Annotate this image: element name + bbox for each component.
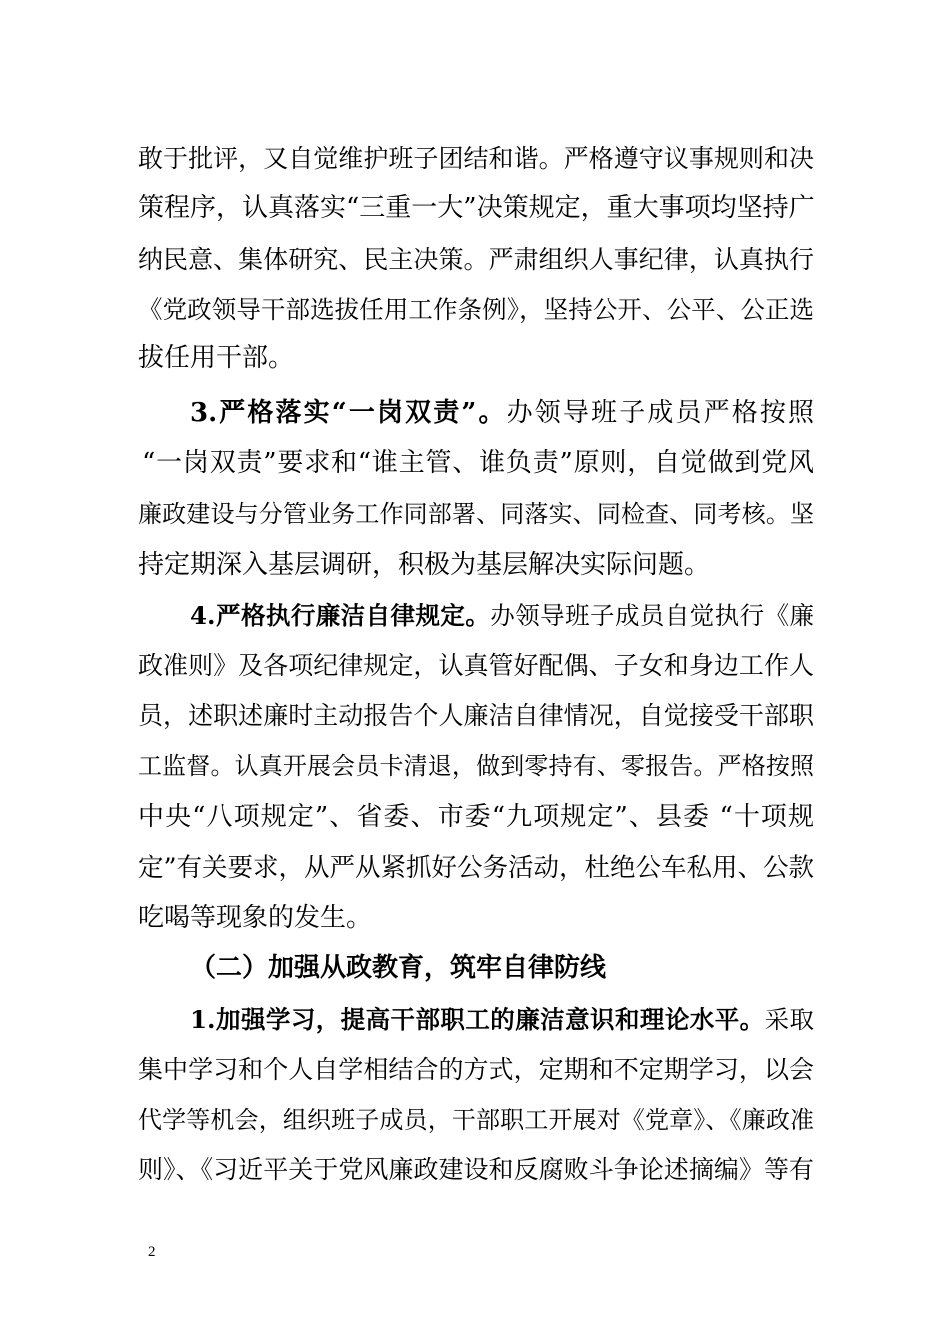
body-line: 《党政领导干部选拔任用工作条例》，坚持公开、公平、公正选 <box>138 295 814 324</box>
body-line: 纳民意、集体研究、民主决策。严肃组织人事纪律，认真执行 <box>138 245 814 274</box>
body-line: 拔任用干部。 <box>138 343 295 373</box>
body-line: 策程序，认真落实“三重一大”决策规定，重大事项均坚持广 <box>138 193 815 223</box>
body-line: 代学等机会，组织班子成员，干部职工开展对《党章》、《廉政准 <box>138 1106 814 1134</box>
numbered-item-heading: 4.严格执行廉洁自律规定。办领导班子成员自觉执行《廉 <box>190 601 815 630</box>
body-line: 集中学习和个人自学相结合的方式，定期和不定期学习，以会 <box>138 1055 814 1084</box>
body-line: 工监督。认真开展会员卡清退，做到零持有、零报告。严格按照 <box>138 752 814 780</box>
body-line: 敢于批评，又自觉维护班子团结和谐。严格遵守议事规则和决 <box>138 144 814 173</box>
numbered-item-heading: 1.加强学习，提高干部职工的廉洁意识和理论水平。采取 <box>190 1005 814 1034</box>
body-line: 员，述职述廉时主动报告个人廉洁自律情况，自觉接受干部职 <box>138 701 814 730</box>
body-line: 吃喝等现象的发生。 <box>138 903 373 933</box>
numbered-item-heading: 3.严格落实“一岗双责”。办领导班子成员严格按照 <box>190 398 814 428</box>
section-heading: （二）加强从政教育，筑牢自律防线 <box>190 953 607 983</box>
body-line: “一岗双责”要求和“谁主管、谁负责”原则，自觉做到党风 <box>142 448 814 478</box>
body-line: 廉政建设与分管业务工作同部署、同落实、同检查、同考核。坚 <box>138 500 814 528</box>
body-line: 中央“八项规定”、省委、市委“九项规定”、县委 “十项规 <box>138 802 814 832</box>
page-number: 2 <box>148 1244 156 1260</box>
body-line: 定”有关要求，从严从紧抓好公务活动，杜绝公车私用、公款 <box>138 853 815 883</box>
body-line: 持定期深入基层调研，积极为基层解决实际问题。 <box>138 550 711 580</box>
body-line: 政准则》及各项纪律规定，认真管好配偶、子女和身边工作人 <box>138 651 814 680</box>
body-line: 则》、《习近平关于党风廉政建设和反腐败斗争论述摘编》等有 <box>138 1155 814 1184</box>
